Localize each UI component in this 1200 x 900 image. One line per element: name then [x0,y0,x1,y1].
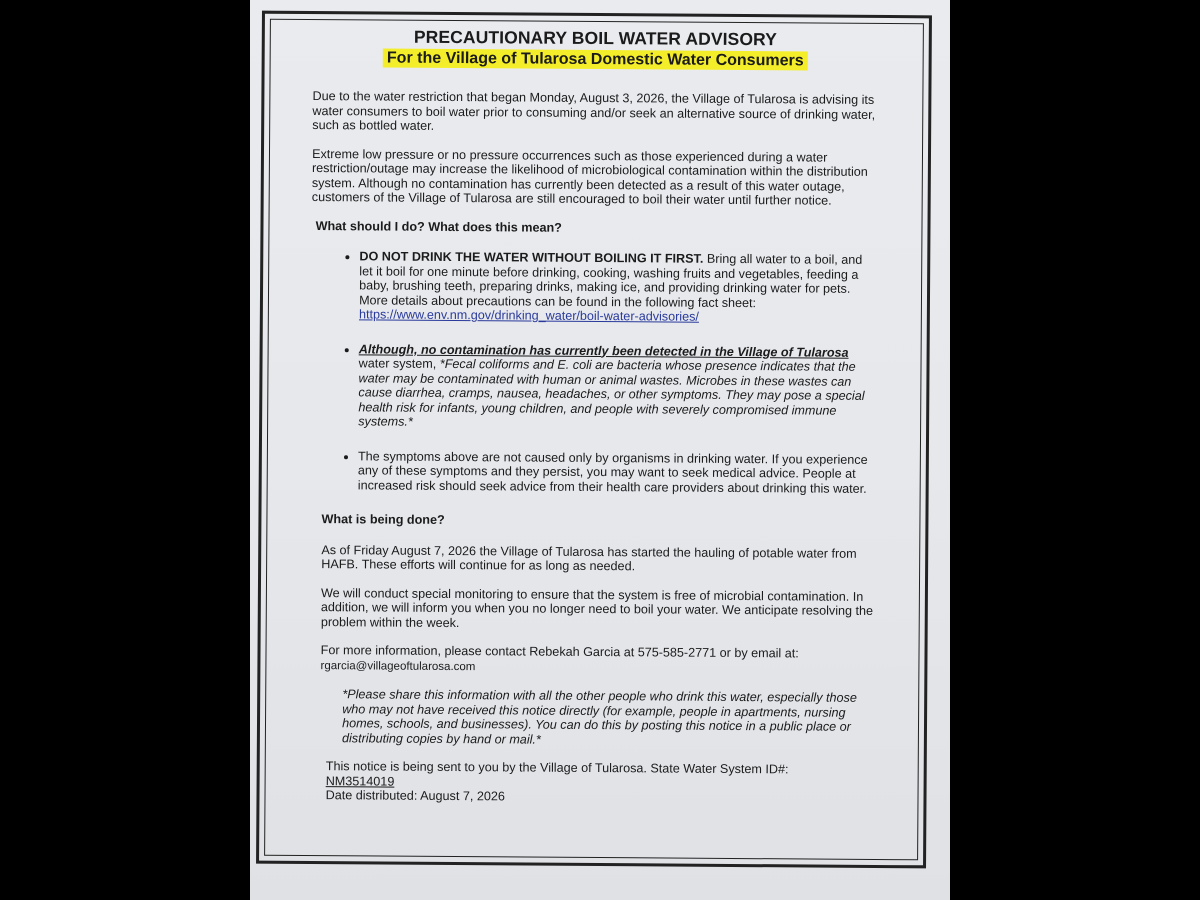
being-done-paragraph-2: We will conduct special monitoring to ensure that the system is free of microbial contamination. In addition, we will inform you when you no longer need to boil your water. We anticipate resolving the problem within the week. [320,585,874,630]
fact-sheet-link[interactable]: https://www.env.nm.gov/drinking_water/boil-water-advisories/ [358,307,699,324]
list-item-symptoms [358,449,875,496]
bullet2-italic-text: *Fecal coliforms and E. coli are bacteria whose presence indicates that the water may be contaminated with human or animal wastes. Microbes in these wastes can cause diarrhea, cramps, nausea, headaches, or other symptoms. They may pose a special health risk for infants, young children, and people with severely compromised immune systems.* [358,356,865,429]
date-distributed: Date distributed: August 7, 2026 [325,788,505,804]
subtitle-wrap [313,48,878,71]
intro-paragraph-2: Extreme low pressure or no pressure occurrences such as those experienced during a water restriction/outage may increase the likelihood of microbiological contamination within the distribution system. Although no contamination has currently been detected as a result of this water outage, customers of the Village of Tularosa are still encouraged to boil their water until further notice. [311,146,868,208]
bullet2-bold-text: Although, no contamination has currently been detected in the Village of Tularosa [358,341,849,360]
bullet1-bold-text: DO NOT DRINK THE WATER WITHOUT BOILING IT FIRST. [359,249,704,266]
contact-paragraph [320,643,873,677]
bullet2-plain-text: water system, [358,356,440,371]
footer-block [326,759,873,806]
list-item-boil-first [359,249,876,325]
advice-list [310,249,877,496]
bullet3-text: The symptoms above are not caused only by organisms in drinking water. If you experience any of these symptoms and they persist, you may want to seek medical advice. People at increased risk should seek advice from their health care providers about drinking this water. [357,448,868,496]
notice-title: PRECAUTIONARY BOIL WATER ADVISORY [413,26,778,50]
bullet1-text: Bring all water to a boil, and let it boil for one minute before drinking, cooking, washing fruits and vegetables, feeding a baby, brushing teeth, preparing drinks, making ice, and providing drinking water for pets. More details about precautions can be found in the following fact sheet: [359,251,863,310]
section-heading-being-done: What is being done? [321,512,445,527]
being-done-paragraph-1: As of Friday August 7, 2026 the Village of Tularosa has started the hauling of potable water from HAFB. These efforts will continue for as long as needed. [321,542,857,574]
notice-subtitle-highlighted: For the Village of Tularosa Domestic Water Consumers [383,49,808,71]
system-id: NM3514019 [325,773,395,789]
notice-content [308,26,878,806]
contact-text: For more information, please contact Rebekah Garcia at 575-585-2771 or by email at: [320,643,799,661]
list-item-contamination [358,342,876,433]
footer-line-1: This notice is being sent to you by the Village of Tularosa. State Water System ID#: [325,759,789,777]
contact-email: rgarcia@villageoftularosa.com [320,659,476,673]
intro-paragraph-1: Due to the water restriction that began Monday, August 3, 2026, the Village of Tularosa is advising its water consumers to boil water prior to consuming and/or seek an alternative source of drinking water, such as bottled water. [312,89,876,133]
share-note: *Please share this information with all the other people who drink this water, especially those who may not have received this notice directly (for example, people in apartments, nursing homes, schools, and businesses). You can do this by posting this notice in a public place or distributing copies by hand or mail.* [341,687,857,747]
section-heading-what-to-do: What should I do? What does this mean? [315,218,562,235]
